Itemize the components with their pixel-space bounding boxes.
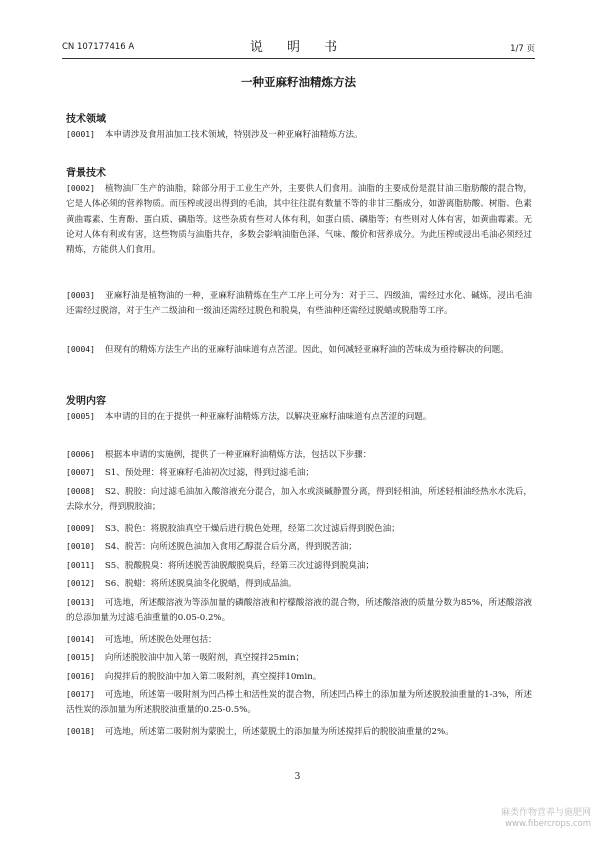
paragraph-text: 可选地，所述脱色处理包括： — [104, 635, 217, 645]
paragraph-number: [0004] — [66, 345, 95, 354]
paragraph-number: [0003] — [66, 291, 95, 300]
section-heading-summary: 发明内容 — [66, 396, 106, 407]
paragraph-0003 — [66, 288, 532, 320]
paragraph-0002 — [66, 181, 532, 258]
paragraph-text: 向所述脱胶油中加入第一吸附剂，真空搅拌25min； — [104, 653, 305, 663]
paragraph-number: [0002] — [66, 184, 95, 193]
paragraph-text: S4、脱苦：向所述脱色油加入食用乙醇混合后分离，得到脱苦油； — [104, 542, 357, 552]
paragraph-number: [0007] — [66, 468, 95, 477]
page-number: 3 — [294, 772, 301, 782]
paragraph-number: [0006] — [66, 450, 95, 459]
paragraph-0001 — [66, 127, 532, 143]
paragraph-number: [0012] — [66, 579, 95, 588]
paragraph-0004 — [66, 342, 532, 358]
paragraph-0016 — [66, 669, 532, 685]
section-heading-background: 背景技术 — [66, 168, 106, 179]
paragraph-text: 亚麻籽油是植物油的一种，亚麻籽油精炼在生产工序上可分为：对于三、四级油，需经过水化、碱炼，浸出毛油还需经过脱溶，对于生产二级油和一级油还需经过脱色和脱臭，有些油种还需经过脱蜡或脱脂等工序。 — [66, 291, 532, 317]
paragraph-text: 向搅拌后的脱胶油中加入第二吸附剂，真空搅拌10min。 — [104, 672, 322, 682]
paragraph-0009 — [66, 521, 532, 537]
paragraph-text: 本申请的目的在于提供一种亚麻籽油精炼方法，以解决亚麻籽油味道有点苦涩的问题。 — [104, 412, 432, 422]
paragraph-number: [0011] — [66, 561, 95, 570]
watermark-url: www.fibercrops.com — [505, 819, 591, 829]
header-rule — [62, 58, 535, 59]
paragraph-text: 可选地，所述酸溶液为等添加量的磷酸溶液和柠檬酸溶液的混合物，所述酸溶液的质量分数为85%，所述酸溶液的总添加量为过滤毛油重量的0.05-0.2%。 — [66, 598, 532, 624]
paragraph-0013 — [66, 595, 532, 627]
paragraph-0018 — [66, 724, 532, 740]
page-info: 1/7 页 — [510, 44, 535, 54]
paragraph-text: S2、脱胶：向过滤毛油加入酸溶液充分混合，加入水或淡碱静置分离，得到轻相油，所述轻相油经热水水洗后，去除水分，得到脱胶油； — [66, 487, 532, 513]
paragraph-text: S1、预处理：将亚麻籽毛油初次过滤，得到过滤毛油； — [104, 468, 314, 478]
paragraph-0014 — [66, 632, 532, 648]
paragraph-text: 可选地，所述第二吸附剂为蒙脱土，所述蒙脱土的添加量为所述搅拌后的脱胶油重量的2%。 — [104, 727, 454, 737]
paragraph-text: 可选地，所述第一吸附剂为凹凸棒土和活性炭的混合物，所述凹凸棒土的添加量为所述脱胶油重量的1-3%，所述活性炭的添加量为所述脱胶油重量的0.25-0.5%。 — [66, 690, 532, 716]
paragraph-0006 — [66, 447, 532, 463]
paragraph-text: 但现有的精炼方法生产出的亚麻籽油味道有点苦涩。因此，如何减轻亚麻籽油的苦味成为亟待解决的问题。 — [104, 345, 509, 355]
paragraph-text: 本申请涉及食用油加工技术领域，特别涉及一种亚麻籽油精炼方法。 — [104, 130, 363, 140]
paragraph-number: [0017] — [66, 690, 95, 699]
page-header — [62, 38, 535, 60]
paragraph-text: 根据本申请的实施例，提供了一种亚麻籽油精炼方法，包括以下步骤： — [104, 450, 372, 460]
site-watermark — [501, 808, 591, 830]
document-type: 说 明 书 — [249, 40, 348, 55]
paragraph-0005 — [66, 409, 532, 425]
paragraph-number: [0016] — [66, 672, 95, 681]
paragraph-number: [0008] — [66, 487, 95, 496]
publication-number: CN 107177416 A — [62, 42, 135, 52]
paragraph-0011 — [66, 558, 532, 574]
paragraph-number: [0015] — [66, 653, 95, 662]
paragraph-number: [0018] — [66, 727, 95, 736]
paragraph-number: [0005] — [66, 412, 95, 421]
paragraph-text: S3、脱色：将脱胶油真空干燥后进行脱色处理，经第二次过滤后得到脱色油； — [104, 524, 400, 534]
paragraph-0007 — [66, 465, 532, 481]
paragraph-text: 植物油厂生产的油脂，除部分用于工业生产外，主要供人们食用。油脂的主要成份是混甘油三脂肪酸的混合物，它是人体必须的营养物质。而压榨或浸出得到的毛油，其中往往混有数量不等的非甘三酯成分，如游离脂肪酸、树脂、色素黄曲霉素、生育酚、蛋白质、磷脂等。这些杂质有些对人体有利，如蛋白质、磷脂等；有些则对人体有害，如黄曲霉素。无论对人体有利或有害，这些物质与油脂共存，多数会影响油脂色泽、气味、酸价和营养成分。为此压榨或浸出毛油必须经过精炼，方能供人们食用。 — [66, 184, 532, 256]
paragraph-number: [0013] — [66, 598, 95, 607]
paragraph-0012 — [66, 576, 532, 592]
paragraph-0008 — [66, 484, 532, 516]
paragraph-number: [0010] — [66, 542, 95, 551]
section-heading-technical-field: 技术领域 — [66, 114, 106, 125]
paragraph-number: [0009] — [66, 524, 95, 533]
document-title: 一种亚麻籽油精炼方法 — [241, 75, 356, 89]
paragraph-0017 — [66, 687, 532, 719]
paragraph-0010 — [66, 539, 532, 555]
paragraph-number: [0014] — [66, 635, 95, 644]
paragraph-text: S6、脱蜡：将所述脱臭油冬化脱蜡，得到成品油。 — [104, 579, 297, 589]
paragraph-text: S5、脱酸脱臭：将所述脱苦油脱酸脱臭后，经第三次过滤得到脱臭油； — [104, 561, 375, 571]
paragraph-number: [0001] — [66, 130, 95, 139]
watermark-site-name: 麻类作物营养与施肥网 — [500, 808, 591, 818]
paragraph-0015 — [66, 650, 532, 666]
